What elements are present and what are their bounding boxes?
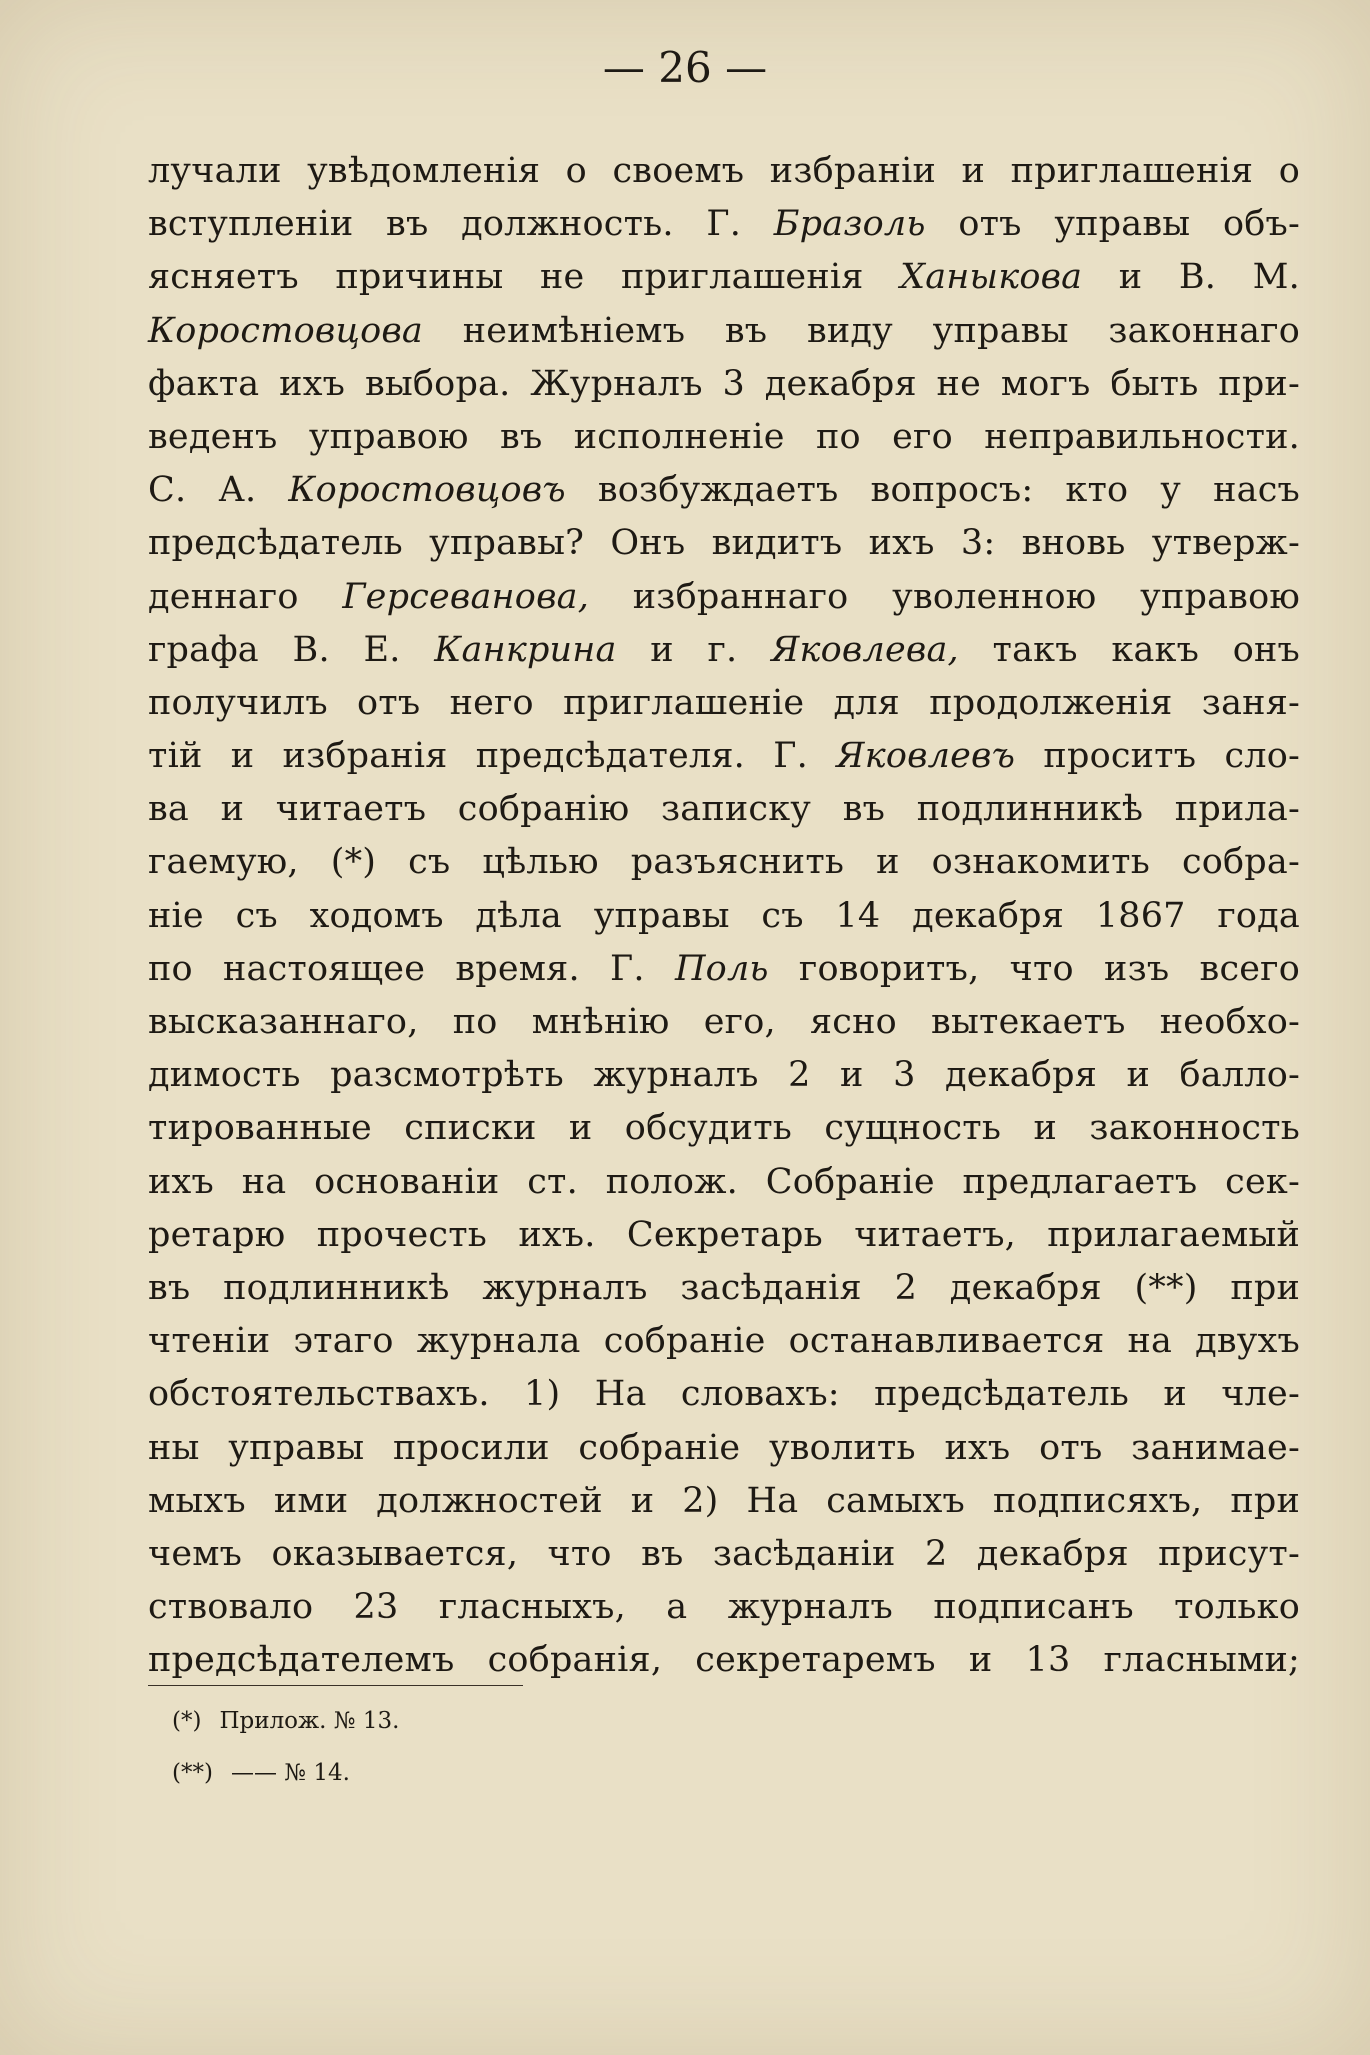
text-line [148,624,1300,677]
text-run: мыхъ ими должностей и 2) На самыхъ подписяхъ, при [148,1480,1300,1521]
footnote [172,1695,772,1747]
text-run: неимѣніемъ въ виду управы законнаго [423,310,1300,351]
footnote-mark: (*) [172,1708,202,1734]
text-line [148,305,1300,358]
italic-name: Ханыкова [900,257,1083,298]
text-line [148,251,1300,304]
italic-name: Яковлевъ [836,736,1016,777]
text-line [148,1315,1300,1368]
text-run: ихъ на основаніи ст. полож. Собраніе предлагаетъ сек- [148,1161,1300,1202]
italic-name: Бразоль [773,204,926,245]
text-line [148,943,1300,996]
text-line [148,1368,1300,1421]
footnote-divider [148,1685,523,1686]
text-run: факта ихъ выбора. Журналъ 3 декабря не могъ быть при- [148,363,1300,404]
text-line [148,198,1300,251]
text-line [148,890,1300,943]
italic-name: Коростовцова [148,310,424,351]
text-run: и г. [616,629,772,670]
text-run: графа В. Е. [148,629,435,670]
text-line [148,730,1300,783]
footnote-text: —— № 14. [230,1760,350,1786]
italic-name: Коростовцовъ [288,470,566,511]
text-line [148,836,1300,889]
text-run: избраннаго уволенною управою [589,576,1301,617]
footnotes [172,1695,772,1799]
text-line [148,411,1300,464]
text-run: гаемую, (*) съ цѣлью разъяснить и ознакомить собра- [148,842,1300,883]
text-run: предсѣдатель управы? Онъ видитъ ихъ 3: вновь утверж- [148,523,1300,564]
text-run: ва и читаетъ собранію записку въ подлинникѣ прила- [148,789,1300,830]
text-run: говоритъ, что изъ всего [768,948,1300,989]
page-number: — 26 — [602,43,768,92]
text-run: высказаннаго, по мнѣнію его, ясно вытекаетъ необхо- [148,1002,1300,1042]
text-run: ретарю прочесть ихъ. Секретарь читаетъ, прилагаемый [148,1214,1300,1255]
text-line [148,783,1300,836]
text-run: чемъ оказывается, что въ засѣданіи 2 декабря присут- [148,1533,1300,1574]
text-run: получилъ отъ него приглашеніе для продолженія заня- [148,682,1300,723]
text-run: чтеніи этаго журнала собраніе останавливается на двухъ [148,1321,1300,1362]
text-line [148,1209,1300,1262]
text-run: димость разсмотрѣть журналъ 2 и 3 декабря и балло- [148,1055,1300,1096]
footnote [172,1747,772,1799]
text-line [148,677,1300,730]
text-run: вступленіи въ должность. Г. [148,204,774,245]
italic-name: Поль [674,948,769,989]
text-run: ствовало 23 гласныхъ, а журналъ подписанъ только [148,1587,1300,1628]
italic-name: Герсеванова, [342,576,590,617]
text-run: тированные списки и обсудить сущность и законность [148,1108,1300,1149]
text-run: С. А. [148,470,289,511]
text-run: по настоящее время. Г. [148,948,675,989]
text-line [148,1634,1300,1687]
text-run: обстоятельствахъ. 1) На словахъ: предсѣдатель и чле- [148,1374,1300,1415]
text-line [148,145,1300,198]
text-run: возбуждаетъ вопросъ: кто у насъ [565,470,1300,511]
text-run: лучали увѣдомленія о своемъ избраніи и приглашенія о [148,151,1300,191]
text-line [148,1581,1300,1634]
italic-name: Яковлева, [771,629,959,670]
text-run: веденъ управою въ исполненіе по его неправильности. [148,416,1300,457]
italic-name: Канкрина [434,629,617,670]
text-line [148,1528,1300,1581]
text-run: предсѣдателемъ собранія, секретаремъ и 13 гласными; [148,1640,1300,1681]
text-run: и В. М. [1082,257,1300,298]
text-line [148,1422,1300,1475]
footnote-mark: (**) [172,1760,213,1786]
text-run: такъ какъ онъ [958,629,1301,670]
text-run: отъ управы объ- [925,204,1300,245]
text-run: тій и избранія предсѣдателя. Г. [148,736,837,777]
text-line [148,1156,1300,1209]
text-line [148,1475,1300,1528]
text-line [148,1049,1300,1102]
text-line [148,1102,1300,1155]
text-run: въ подлинникѣ журналъ засѣданія 2 декабря (**) при [148,1267,1300,1308]
text-line [148,571,1300,624]
text-line [148,464,1300,517]
text-run: ны управы просили собраніе уволить ихъ отъ занимае- [148,1427,1300,1468]
text-run: проситъ сло- [1015,736,1301,777]
text-line [148,358,1300,411]
body-text [148,145,1300,1687]
text-run: деннаго [148,576,343,617]
text-line [148,996,1300,1049]
footnote-text: Прилож. № 13. [219,1708,400,1734]
text-run: ясняетъ причины не приглашенія [148,257,901,298]
text-run: ніе съ ходомъ дѣла управы съ 14 декабря 1867 года [148,895,1300,936]
text-line [148,517,1300,570]
text-line [148,1262,1300,1315]
